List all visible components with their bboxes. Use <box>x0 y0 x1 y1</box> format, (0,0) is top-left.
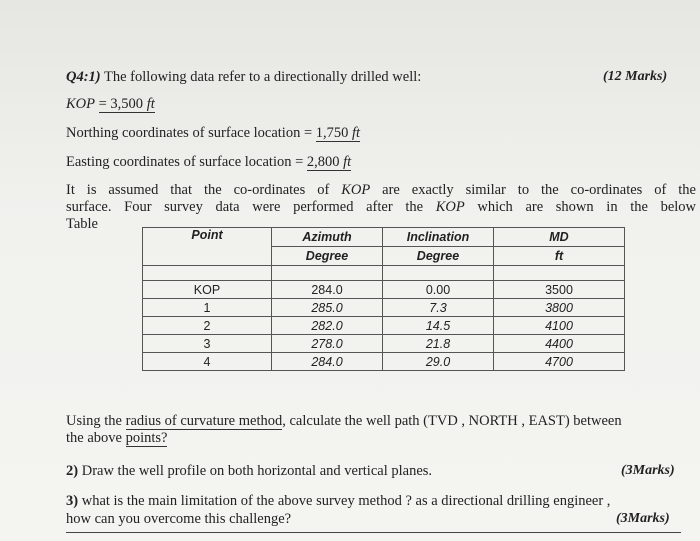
cell-point: 4 <box>143 353 272 371</box>
cell-inclination: 14.5 <box>383 317 494 335</box>
table-spacer-row <box>143 266 625 281</box>
cell-point: 2 <box>143 317 272 335</box>
task3-line-2: how can you overcome this challenge? <box>66 511 292 527</box>
cell-point: 3 <box>143 335 272 353</box>
header-point: Point <box>143 228 272 266</box>
table-row <box>143 281 625 299</box>
task1-points: points? <box>125 430 168 446</box>
kop-unit: ft <box>146 96 155 112</box>
cell-md: 3800 <box>494 299 625 317</box>
kop-value-group <box>99 96 155 113</box>
kop-label: KOP <box>66 96 95 112</box>
task2-marks: (3Marks) <box>621 463 675 478</box>
northing-value-group <box>316 125 360 142</box>
header-md-unit: ft <box>494 247 625 266</box>
task1-paragraph <box>66 413 681 447</box>
easting-unit: ft <box>343 154 352 170</box>
task1-line-1: Using the radius of curvature method, calculate the well path (TVD , NORTH , EAST) between <box>66 413 622 429</box>
table-row <box>143 353 625 371</box>
kop-value: = 3,500 <box>98 96 144 112</box>
header-md: MD <box>494 228 625 247</box>
kop-line <box>66 95 155 113</box>
table-row <box>143 335 625 353</box>
easting-value: 2,800 <box>306 154 340 170</box>
table-header-row <box>143 228 625 247</box>
cell-point: KOP <box>143 281 272 299</box>
assumption-line-1: It is assumed that the co-ordinates of KOP are exactly similar to the co-ordinates of the <box>66 182 696 198</box>
cell-azimuth: 284.0 <box>272 353 383 371</box>
northing-line <box>66 124 360 142</box>
cell-inclination: 21.8 <box>383 335 494 353</box>
task2-text: Draw the well profile on both horizontal and vertical planes. <box>81 463 433 479</box>
assumption-line-3: Table <box>66 216 98 232</box>
assumption-paragraph <box>66 182 696 233</box>
assumption-line-2: surface. Four survey data were performed after the KOP which are shown in the below <box>66 199 697 215</box>
question-intro: The following data refer to a directionally drilled well: <box>104 69 422 85</box>
cell-azimuth: 278.0 <box>272 335 383 353</box>
cell-azimuth: 282.0 <box>272 317 383 335</box>
cell-md: 4400 <box>494 335 625 353</box>
task2-line <box>66 462 432 480</box>
cell-md: 3500 <box>494 281 625 299</box>
header-inclination: Inclination <box>383 228 494 247</box>
cell-azimuth: 285.0 <box>272 299 383 317</box>
assumption-kop-2: KOP <box>435 199 465 215</box>
cell-point: 1 <box>143 299 272 317</box>
northing-text: Northing coordinates of surface location = <box>66 125 313 141</box>
easting-text: Easting coordinates of surface location = <box>66 154 304 170</box>
cell-inclination: 29.0 <box>383 353 494 371</box>
cell-md: 4700 <box>494 353 625 371</box>
task1-line-2: the above points? <box>66 430 168 446</box>
assumption-kop: KOP <box>341 182 371 198</box>
task1-method: radius of curvature method <box>125 413 283 429</box>
cell-inclination: 7.3 <box>383 299 494 317</box>
easting-line <box>66 153 351 171</box>
task3-line-1 <box>66 492 610 510</box>
task2-label: 2) <box>66 463 79 479</box>
task3-label: 3) <box>66 493 79 509</box>
northing-unit: ft <box>352 125 361 141</box>
task3-marks: (3Marks) <box>616 511 670 526</box>
header-azimuth: Azimuth <box>272 228 383 247</box>
table-row <box>143 299 625 317</box>
header-azimuth-unit: Degree <box>272 247 383 266</box>
header-inclination-unit: Degree <box>383 247 494 266</box>
table-row <box>143 317 625 335</box>
cell-inclination: 0.00 <box>383 281 494 299</box>
cell-azimuth: 284.0 <box>272 281 383 299</box>
survey-table <box>142 227 625 371</box>
task3-text: what is the main limitation of the above survey method ? as a directional drilling engineer , <box>81 493 611 509</box>
cell-md: 4100 <box>494 317 625 335</box>
question-heading <box>66 68 421 86</box>
question-marks: (12 Marks) <box>603 69 668 84</box>
bottom-rule <box>66 532 681 533</box>
northing-value: 1,750 <box>315 125 349 141</box>
easting-value-group <box>307 154 351 171</box>
question-label: Q4:1) <box>66 69 101 85</box>
